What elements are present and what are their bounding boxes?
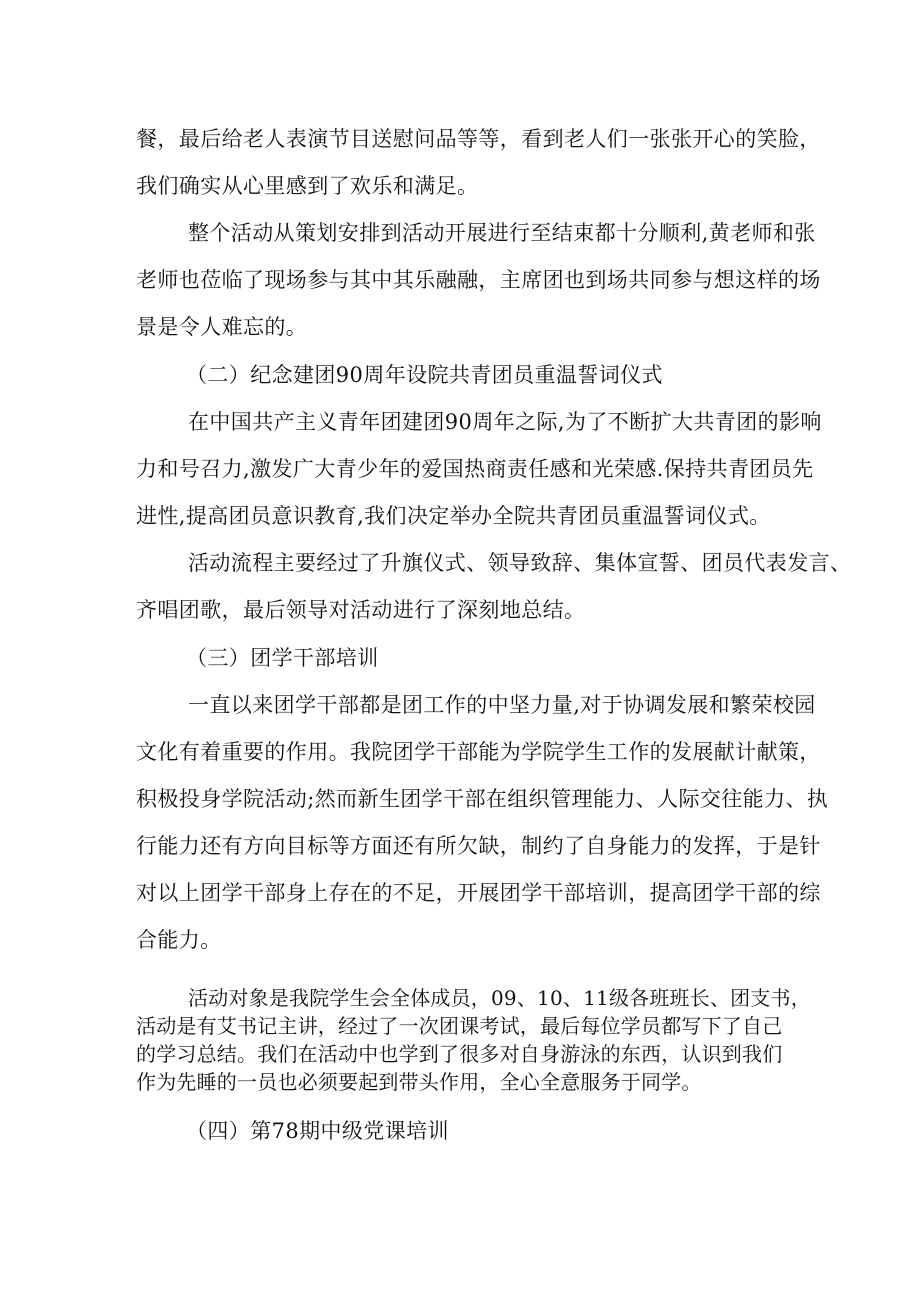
section-heading-2: （二）纪念建团90周年设院共青团员重温誓词仪式 — [186, 363, 663, 387]
paragraph-line: 一直以来团学干部都是团工作的中坚力量,对于协调发展和繁荣校园 — [188, 693, 816, 717]
section-heading-4: （四）第78期中级党课培训 — [186, 1119, 449, 1143]
paragraph-line: 活动流程主要经过了升旗仪式、领导致辞、集体宣誓、团员代表发言、 — [188, 551, 852, 575]
paragraph-line: 文化有着重要的作用。我院团学干部能为学院学生工作的发展献计献策， — [136, 740, 821, 764]
paragraph-line: 合能力。 — [136, 928, 222, 952]
paragraph-line: 进性,提高团员意识教育,我们决定举办全院共青团员重温誓词仪式。 — [136, 504, 771, 528]
paragraph-line: 力和号召力,激发广大青少年的爱国热商责任感和光荣感.保持共青团员先 — [136, 457, 814, 481]
paragraph-line: 活动对象是我院学生会全体成员，09、10、11级各班班长、团支书， — [188, 986, 811, 1010]
paragraph-line: 餐，最后给老人表演节目送慰问品等等，看到老人们一张张开心的笑脸， — [136, 127, 821, 151]
paragraph-line: 对以上团学干部身上存在的不足，开展团学干部培训，提高团学干部的综 — [136, 881, 821, 905]
paragraph-line: 景是令人难忘的。 — [136, 315, 308, 339]
paragraph-line: 老师也莅临了现场参与其中其乐融融，主席团也到场共同参与想这样的场 — [136, 268, 821, 292]
section-heading-3: （三）团学干部培训 — [186, 646, 379, 670]
paragraph-line: 在中国共产主义青年团建团90周年之际,为了不断扩大共青团的影响 — [188, 410, 822, 434]
paragraph-line: 积极投身学院活动;然而新生团学干部在组织管理能力、人际交往能力、执 — [136, 787, 829, 811]
paragraph-line: 齐唱团歌，最后领导对活动进行了深刻地总结。 — [136, 598, 586, 622]
paragraph-line: 整个活动从策划安排到活动开展进行至结束都十分顺利,黄老师和张 — [188, 221, 816, 245]
paragraph-line: 作为先睡的一员也必须要起到带头作用，全心全意服务于同学。 — [136, 1070, 702, 1094]
paragraph-line: 的学习总结。我们在活动中也学到了很多对自身游泳的东西，认识到我们 — [136, 1042, 783, 1066]
paragraph-line: 活动是有艾书记主讲，经过了一次团课考试，最后每位学员都写下了自己 — [136, 1014, 783, 1038]
paragraph-line: 我们确实从心里感到了欢乐和满足。 — [136, 174, 479, 198]
paragraph-line: 行能力还有方向目标等方面还有所欠缺，制约了自身能力的发挥，于是针 — [136, 834, 821, 858]
